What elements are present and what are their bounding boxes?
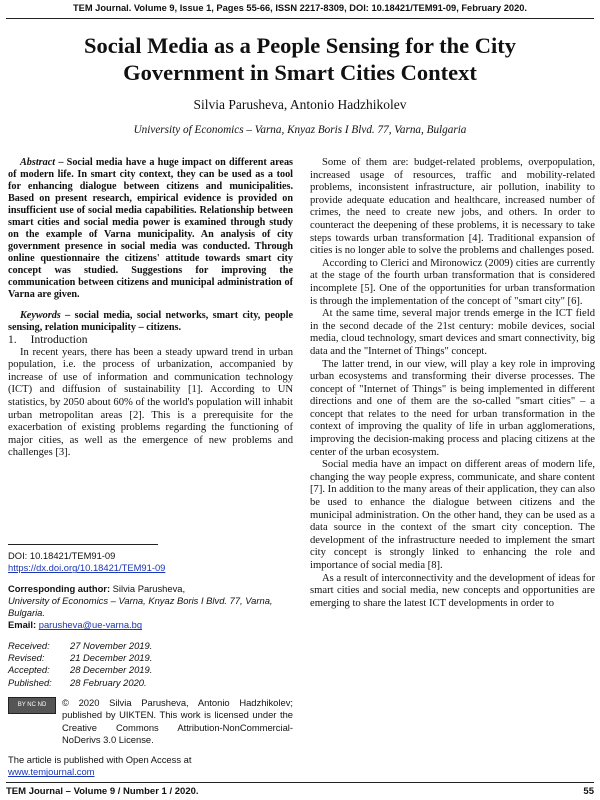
footer-rule: [6, 782, 594, 783]
section-heading: [8, 334, 293, 347]
date-value: 27 November 2019.: [70, 639, 153, 651]
left-column: [8, 157, 293, 460]
keywords-label: Keywords: [20, 310, 61, 321]
authors: Silvia Parusheva, Antonio Hadzhikolev: [193, 97, 407, 112]
body-paragraph: Some of them are: budget-related problems, overpopulation, increased usage of resources, traffic and mobility-related problems, inconsistent infrastructure, air pollution, inability to provide adequate education and healthcare, increased number of crimes, the need to create new jobs, and others. In order to counteract the deepening of these problems, it is necessary to take steps towards urban transformation [4]. Traditional expansion of cities is no longer able to solve the problems and challenges posed.: [310, 157, 595, 257]
date-label: Received:: [8, 639, 50, 651]
email-link[interactable]: parusheva@ue-varna.bg: [38, 619, 143, 631]
page-footer: [6, 782, 594, 797]
email-line: [8, 619, 293, 631]
running-header: TEM Journal. Volume 9, Issue 1, Pages 55-66, ISSN 2217-8309, DOI: 10.18421/TEM91-09, February 2020.: [72, 3, 528, 13]
license-text: © 2020 Silvia Parusheva, Antonio Hadzhikolev; published by UIKTEN. This work is licensed under the Creative Commons Attribution-NonCommercial-NoDerivs 3.0 License.: [62, 696, 293, 745]
keywords: [8, 310, 293, 334]
keywords-text: – social media, social networks, smart city, people sensing, relation municipality – citizens.: [8, 310, 293, 333]
date-value: 21 December 2019.: [70, 652, 153, 664]
license-block: [8, 697, 293, 746]
date-value: 28 February 2020.: [70, 676, 147, 688]
paper-title: [0, 32, 600, 86]
footer-journal: TEM Journal – Volume 9 / Number 1 / 2020.: [6, 786, 199, 797]
right-column: [310, 157, 595, 610]
intro-paragraph: In recent years, there has been a steady upward trend in urban population, i.e. the process of urbanization, accompanied by increase of use of information and communication technology (ICT) and diffusion of sustainability [1]. According to UN statistics, by 2050 about 60% of the world's population will inhabit urban metropolitan areas [2]. This is a prerequisite for the exacerbation of existing problems regarding the functioning of major cities, as well as the emergence of new problems and challenges [3].: [8, 346, 293, 459]
abstract: [8, 157, 293, 301]
body-paragraph: Social media have an impact on different areas of modern life, changing the way people express, communicate, and share content [7]. In addition to the many areas of their application, they can also be used to enhance the dialogue between citizens and the municipal administration. On the other hand, they can be used as a data source in the context of the smart city conception. The development of the infrastructure needed to implement the smart city concept is strongly linked to enhancing the role and importance of social media [8].: [310, 459, 595, 571]
header-rule: [6, 18, 594, 19]
title-line-1: Social Media as a People Sensing for the City: [83, 33, 517, 58]
corresponding-author: [8, 583, 293, 595]
dates-list: [8, 640, 293, 689]
journal-site-link[interactable]: www.temjournal.com: [8, 766, 95, 778]
corr-name: Silvia Parusheva,: [110, 582, 186, 594]
date-label: Revised:: [8, 652, 45, 664]
section-title: Introduction: [30, 334, 88, 346]
doi: DOI: 10.18421/TEM91-09: [8, 550, 116, 561]
cc-license-icon: BY NC ND: [8, 697, 56, 714]
metadata-rule: [8, 544, 158, 545]
abstract-label: Abstract: [20, 157, 56, 168]
open-access-text: The article is published with Open Access at: [8, 754, 192, 766]
doi-link[interactable]: https://dx.doi.org/10.18421/TEM91-09: [8, 562, 166, 574]
date-value: 28 December 2019.: [70, 664, 153, 676]
body-paragraph: According to Clerici and Mironowicz (2009) cities are currently at the stage of the fourth urban transformation that is considered incomplete [5]. One of the opportunities for urban transformation is through the implementation of the concept of "smart city" [6].: [310, 257, 595, 307]
affiliation: University of Economics – Varna, Knyaz Boris I Blvd. 77, Varna, Bulgaria: [133, 124, 467, 136]
corr-affiliation: University of Economics – Varna, Knyaz Boris I Blvd. 77, Varna, Bulgaria.: [8, 594, 273, 619]
date-label: Published:: [8, 676, 52, 688]
abstract-text: – Social media have a huge impact on different areas of modern life. In smart city context, they can be used as a tool for enhancing dialogue between citizens and municipalities. Based on present research, empirical evidence is provided on insufficient use of social media capabilities. Relationship between smart cities and social media power is examined through study on the example of Varna municipality. An analysis of city government presence in social media was conducted. Through online questionnaire the citizens' attitude towards smart city concept was studied. Suggestions for improving the communication between citizens and municipal administration of Varna are given.: [8, 157, 293, 300]
page-number: 55: [583, 786, 594, 797]
body-paragraph: As a result of interconnectivity and the development of ideas for smart cities and social media, new concepts and opportunities are emerging to share the latest ICT developments in order to: [310, 572, 595, 609]
date-label: Accepted:: [8, 664, 50, 676]
section-number: 1.: [8, 334, 17, 346]
title-line-2: Government in Smart Cities Context: [123, 60, 477, 85]
body-paragraph: At the same time, several major trends emerge in the ICT field in the second decade of the 21st century: mobile devices, social media, cloud technology, smart devices and smart connectivity, big data and the "Internet of Things" concept.: [310, 308, 595, 357]
corr-label: Corresponding author:: [8, 582, 111, 594]
article-metadata: [8, 544, 293, 779]
body-paragraph: The latter trend, in our view, will play a key role in improving urban ecosystems and transforming their diverse processes. The concept of "Internet of Things" is being implemented in different directions and one of them are the so-called "smart cities" – a concept that relates to the need for urban transformation in the context of improving the quality of life in urban agglomerations, improving the decision-making process and placing citizens at the center of the urban ecosystem.: [310, 358, 595, 458]
email-label: Email:: [8, 619, 37, 631]
